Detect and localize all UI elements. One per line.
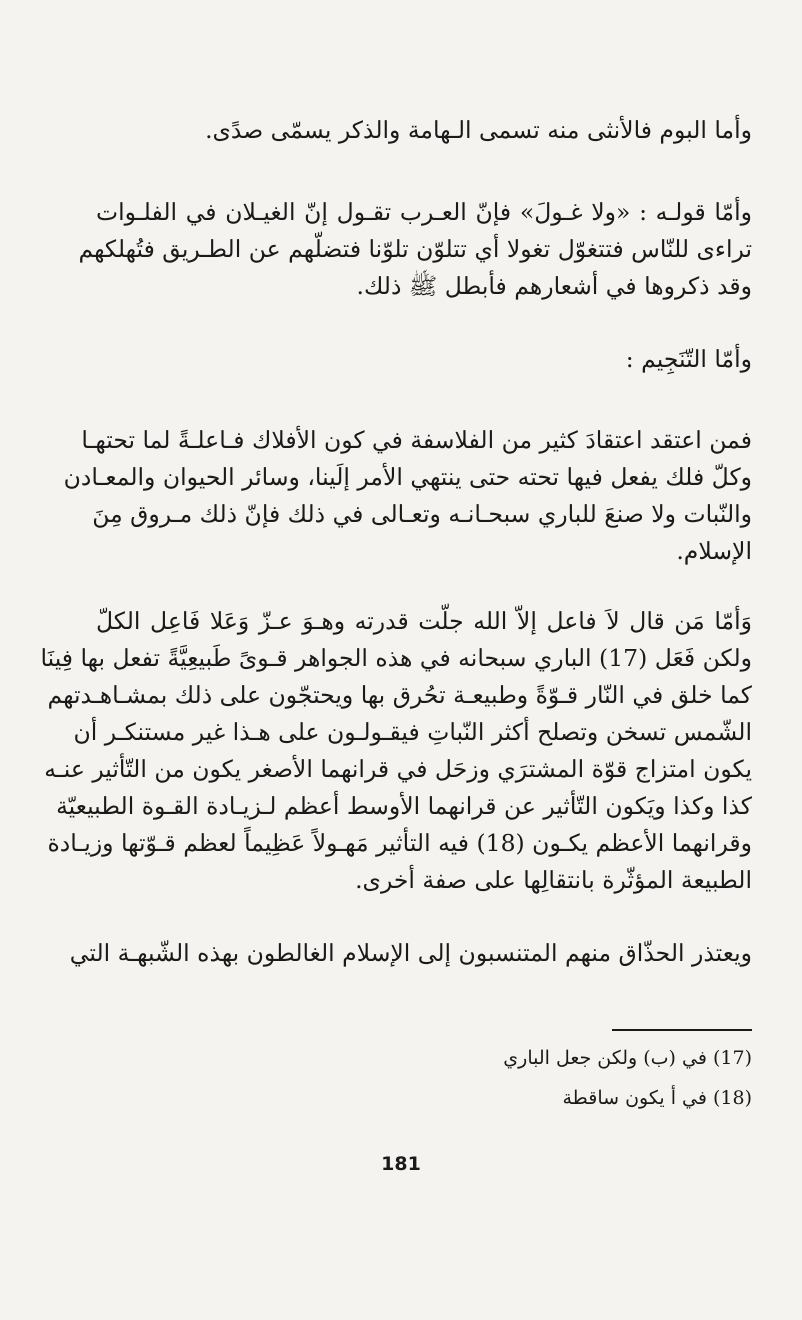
body-line-15: كذا وكذا ويَكون التّأثير عن قرانهما الأوسط أعظم لـزيـادة القـوة الطبيعيّة bbox=[56, 792, 752, 820]
body-line-6: فمن اعتقد اعتقادَ كثير من الفلاسفة في كون الأفلاك فـاعلـةً لما تحتهـا bbox=[81, 426, 752, 454]
section-heading-tanjim: وأمّا التّنَجِيم : bbox=[625, 345, 752, 373]
body-line-1: وأما البوم فالأنثى منه تسمى الـهامة والذكر يسمّى صدًى. bbox=[205, 116, 752, 144]
body-line-4: وقد ذكروها في أشعارهم فأبطل ﷺ ذلك. bbox=[356, 272, 752, 300]
footnote-separator bbox=[612, 1029, 752, 1031]
body-line-17: الطبيعة المؤثّرة بانتقالِها على صفة أخرى. bbox=[355, 866, 752, 894]
body-line-8: والنّبات ولا صنعَ للباري سبحـانـه وتعـالى في ذلك فإنّ ذلك مـروق مِنَ bbox=[92, 500, 752, 528]
body-line-18: ويعتذر الحذّاق منهم المتنسبون إلى الإسلام الغالطون بهذه الشّبهـة التي bbox=[69, 939, 752, 967]
footnote-17: (17) في (ب) ولكن جعل الباري bbox=[503, 1047, 752, 1069]
body-line-3: تراءى للنّاس فتتغوّل تغولا أي تتلوّن تلوّنا فتضلّهم عن الطـريق فتُهلكهم bbox=[78, 235, 752, 263]
body-line-16: وقرانهما الأعظم يكـون (18) فيه التأثير مَهـولاً عَظِيماً لعظم قـوّتها وزيـادة bbox=[47, 829, 752, 857]
body-line-13: الشّمس تسخن وتصلح أكثر النّباتِ فيقـولـون على هـذا غير مستنكـر أن bbox=[73, 718, 752, 746]
body-line-7: وكلّ فلك يفعل فيها تحته حتى ينتهي الأمر إلَينا، وسائر الحيوان والمعـادن bbox=[63, 463, 752, 491]
body-line-14: يكون امتزاج قوّة المشترَي وزحَل في قرانهما الأصغر يكون من التّأثير عنـه bbox=[44, 755, 752, 783]
body-line-2: وأمّا قولـه : «ولا غـولَ» فإنّ العـرب تقـول إنّ الغيـلان في الفلـوات bbox=[96, 198, 752, 226]
body-line-12: كما خلق في النّار قـوّةً وطبيعـة تحُرق بها ويحتجّون على ذلك بمشـاهـدتهم bbox=[47, 681, 752, 709]
page-number: 181 bbox=[381, 1153, 421, 1175]
body-line-11: ولكن فَعَل (17) الباري سبحانه في هذه الجواهر قـوىً طَبيعِيَّةً تفعل بها فِينَا bbox=[40, 644, 752, 672]
body-line-10: وَأمّا مَن قال لاَ فاعل إلاّ الله جلّت قدرته وهـوَ عـزّ وَعَلا فَاعِل الكلّ bbox=[96, 607, 752, 635]
body-line-9: الإسلام. bbox=[676, 537, 752, 565]
footnote-18: (18) في أ يكون ساقطة bbox=[562, 1087, 752, 1109]
